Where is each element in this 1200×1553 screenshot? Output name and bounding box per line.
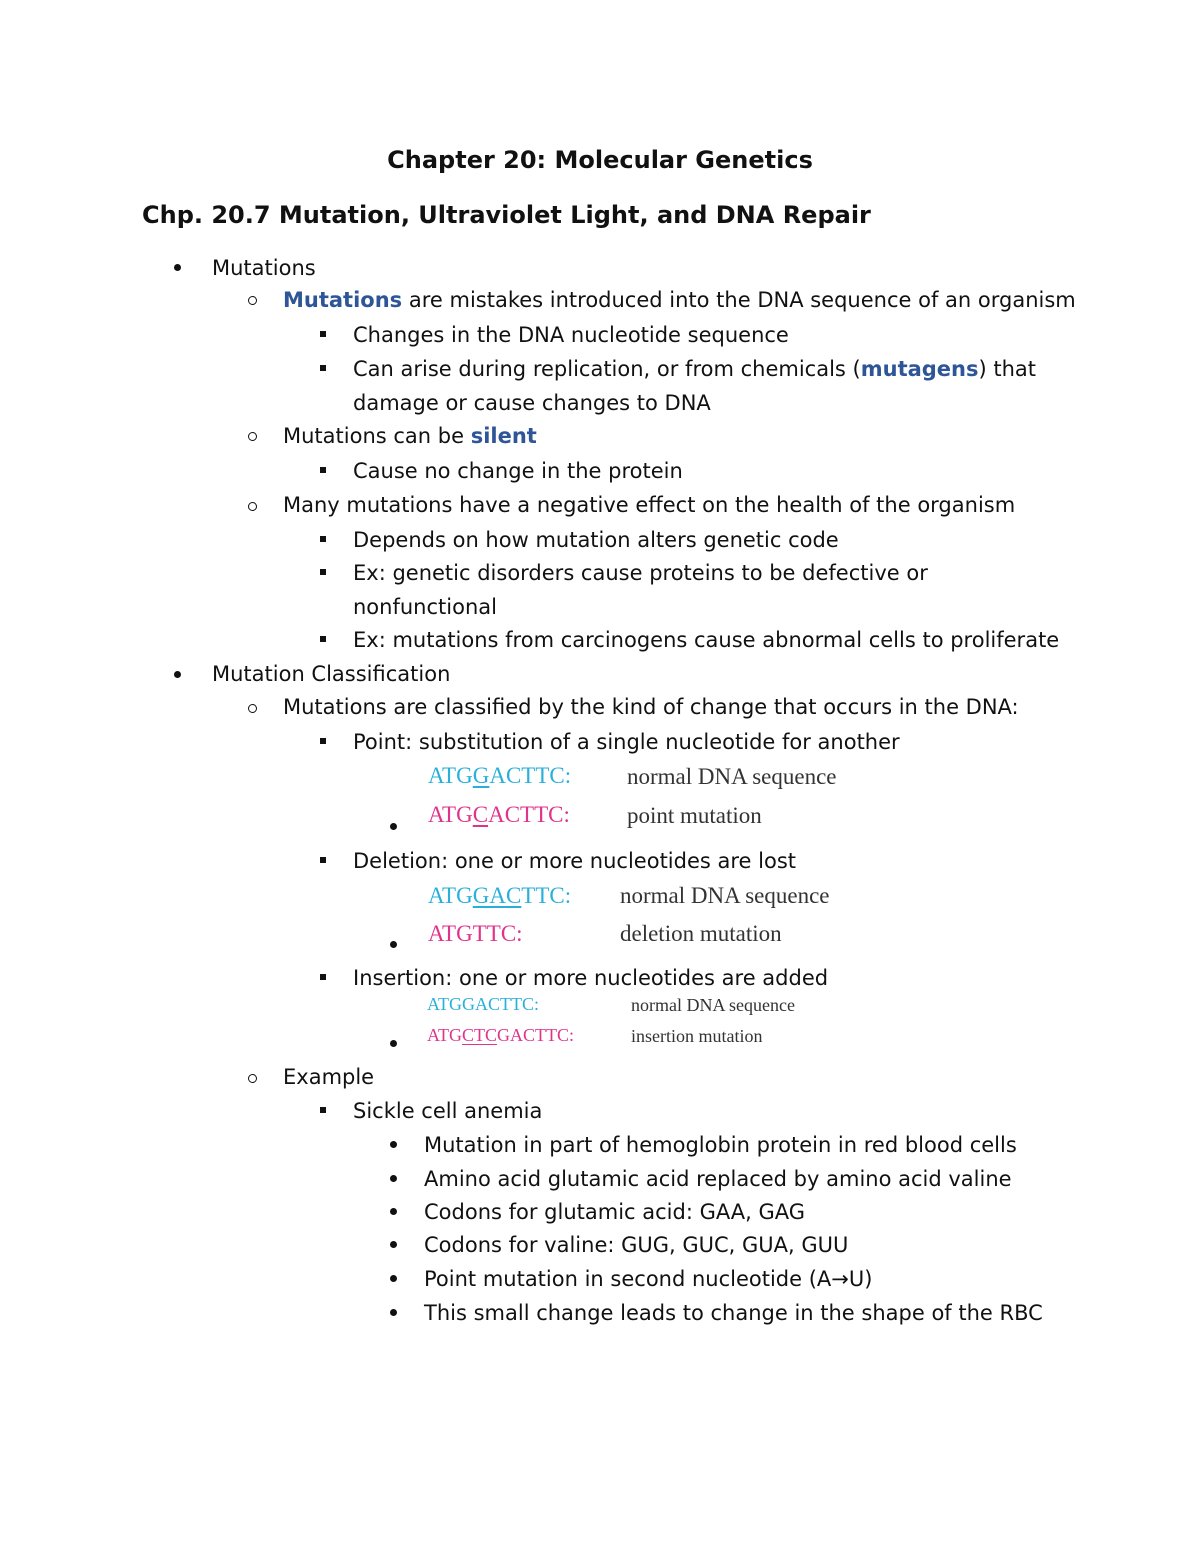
bullet-disc-icon [390, 1175, 397, 1182]
point-normal-sequence: ATGGACTTC: [428, 763, 572, 788]
page-title: Chapter 20: Molecular Genetics [387, 146, 813, 174]
list-item-deletion: Deletion: one or more nucleotides are lost [353, 849, 796, 873]
bullet-disc-icon [390, 1241, 397, 1248]
list-item-arise-cont: damage or cause changes to DNA [353, 391, 711, 415]
list-item-example: Example [283, 1065, 375, 1089]
mutation-definition: Mutations are mistakes introduced into the DNA sequence of an organism [283, 288, 1076, 312]
bullet-disc-icon [390, 1141, 397, 1148]
list-item-hemoglobin: Mutation in part of hemoglobin protein in red blood cells [424, 1133, 1017, 1157]
list-item-depends: Depends on how mutation alters genetic code [353, 528, 839, 552]
list-item-classification: Mutation Classification [212, 662, 451, 686]
bullet-circle-icon [248, 1074, 257, 1083]
bullet-disc-icon [390, 1208, 397, 1215]
insertion-mutant-label: insertion mutation [631, 1026, 763, 1046]
bullet-disc-icon [174, 671, 181, 678]
section-title: Chp. 20.7 Mutation, Ultraviolet Light, and DNA Repair [142, 201, 871, 229]
list-item-arise: Can arise during replication, or from chemicals (mutagens) that [353, 357, 1037, 381]
bullet-square-icon [320, 365, 326, 371]
bullet-square-icon [320, 636, 326, 642]
bullet-square-icon [320, 536, 326, 542]
deletion-normal-sequence: ATGGACTTC: [428, 883, 572, 908]
list-item-codons-valine: Codons for valine: GUG, GUC, GUA, GUU [424, 1233, 849, 1257]
bullet-disc-icon [390, 1275, 397, 1282]
list-item-no-change: Cause no change in the protein [353, 459, 683, 483]
list-item-changes: Changes in the DNA nucleotide sequence [353, 323, 789, 347]
list-item-classified: Mutations are classified by the kind of change that occurs in the DNA: [283, 695, 1019, 719]
bullet-square-icon [320, 569, 326, 575]
bullet-square-icon [320, 1107, 326, 1113]
bullet-circle-icon [248, 296, 257, 305]
bullet-square-icon [320, 974, 326, 980]
list-item-point-mutation: Point mutation in second nucleotide (A→U) [424, 1267, 873, 1291]
list-item-negative: Many mutations have a negative effect on the health of the organism [283, 493, 1016, 517]
bullet-circle-icon [248, 704, 257, 713]
list-item-ex1: Ex: genetic disorders cause proteins to be defective or [353, 561, 928, 585]
list-item-ex2: Ex: mutations from carcinogens cause abnormal cells to proliferate [353, 628, 1060, 652]
bullet-circle-icon [248, 432, 257, 441]
list-item-rbc-shape: This small change leads to change in the shape of the RBC [424, 1301, 1043, 1325]
bullet-disc-icon [390, 1309, 397, 1316]
bullet-square-icon [320, 857, 326, 863]
bullet-disc-icon [390, 941, 397, 948]
bullet-disc-icon [390, 823, 397, 830]
deletion-normal-label: normal DNA sequence [620, 883, 830, 908]
deletion-mutant-label: deletion mutation [620, 921, 782, 946]
list-item-sickle-cell: Sickle cell anemia [353, 1099, 543, 1123]
keyword-mutations: Mutations [283, 288, 403, 312]
list-item-insertion: Insertion: one or more nucleotides are added [353, 966, 829, 990]
list-item-valine: Amino acid glutamic acid replaced by amino acid valine [424, 1167, 1012, 1191]
insertion-normal-sequence: ATGGACTTC: [427, 994, 539, 1014]
point-normal-label: normal DNA sequence [627, 764, 837, 789]
keyword-silent: silent [470, 424, 537, 448]
bullet-square-icon [320, 467, 326, 473]
bullet-circle-icon [248, 502, 257, 511]
keyword-mutagens: mutagens [860, 357, 979, 381]
bullet-disc-icon [174, 264, 181, 271]
point-mutant-label: point mutation [627, 803, 762, 828]
list-item-point: Point: substitution of a single nucleotide for another [353, 730, 900, 754]
bullet-square-icon [320, 738, 326, 744]
deletion-mutant-sequence: ATGTTC: [428, 921, 523, 946]
insertion-normal-label: normal DNA sequence [631, 995, 795, 1015]
list-item-ex1-cont: nonfunctional [353, 595, 497, 619]
insertion-mutant-sequence: ATGCTCGACTTC: [427, 1025, 575, 1045]
bullet-square-icon [320, 331, 326, 337]
list-item-codons-glutamic: Codons for glutamic acid: GAA, GAG [424, 1200, 806, 1224]
list-item-mutations: Mutations [212, 256, 316, 280]
point-mutant-sequence: ATGCACTTC: [428, 802, 570, 827]
bullet-disc-icon [390, 1040, 397, 1047]
list-item-silent: Mutations can be silent [283, 424, 537, 448]
